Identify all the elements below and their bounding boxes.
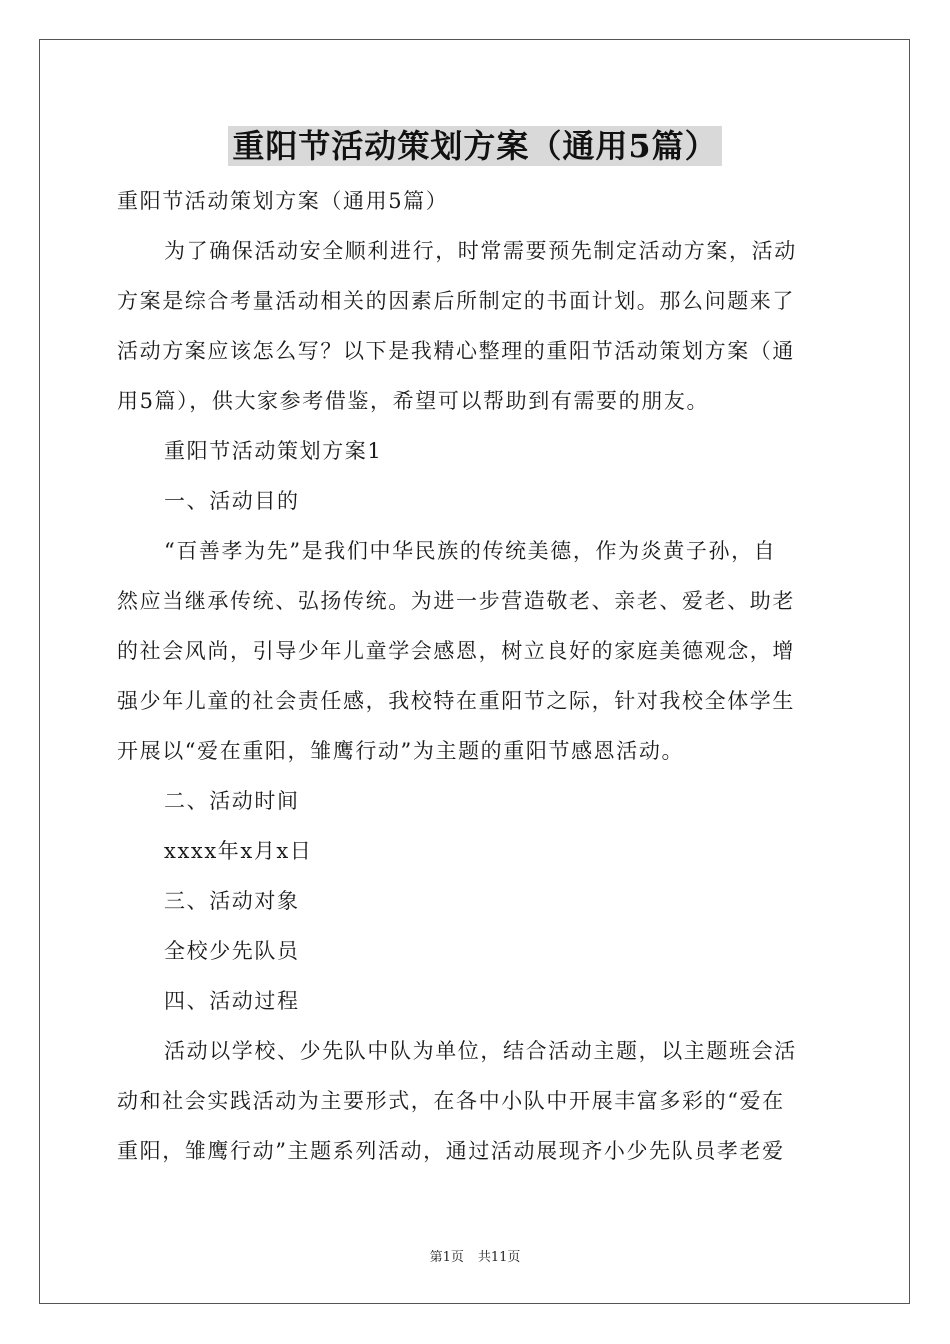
section-heading: 三、活动对象	[164, 889, 300, 913]
paragraph-line: 开展以“爱在重阳，雏鹰行动”为主题的重阳节感恩活动。	[117, 739, 685, 763]
subtitle-line: 重阳节活动策划方案（通用5篇）	[117, 189, 449, 213]
section-heading: 二、活动时间	[164, 789, 300, 813]
title-wrap	[0, 126, 950, 166]
paragraph-line: “百善孝为先”是我们中华民族的传统美德，作为炎黄子孙，自	[164, 539, 777, 563]
paragraph-line: 全校少先队员	[164, 939, 300, 963]
document-body	[117, 176, 833, 1176]
paragraph-line: 然应当继承传统、弘扬传统。为进一步营造敬老、亲老、爱老、助老	[117, 589, 795, 613]
paragraph-line: 用5篇），供大家参考借鉴，希望可以帮助到有需要的朋友。	[117, 389, 710, 413]
paragraph-line: 动和社会实践活动为主要形式，在各中小队中开展丰富多彩的“爱在	[117, 1089, 785, 1113]
section-heading: 重阳节活动策划方案1	[164, 439, 383, 463]
paragraph-line: xxxx年x月x日	[164, 839, 313, 863]
paragraph-line: 方案是综合考量活动相关的因素后所制定的书面计划。那么问题来了	[117, 289, 795, 313]
paragraph-line: 活动方案应该怎么写？以下是我精心整理的重阳节活动策划方案（通	[117, 339, 795, 363]
paragraph-line: 强少年儿童的社会责任感，我校特在重阳节之际，针对我校全体学生	[117, 689, 795, 713]
section-heading: 一、活动目的	[164, 489, 300, 513]
paragraph-line: 为了确保活动安全顺利进行，时常需要预先制定活动方案，活动	[164, 239, 797, 263]
page-total: 共11页	[477, 1250, 521, 1265]
paragraph-line: 活动以学校、少先队中队为单位，结合活动主题，以主题班会活	[164, 1039, 797, 1063]
page-footer	[0, 1249, 950, 1267]
page-number: 第1页	[429, 1250, 464, 1265]
paragraph-line: 的社会风尚，引导少年儿童学会感恩，树立良好的家庭美德观念，增	[117, 639, 795, 663]
paragraph-line: 重阳，雏鹰行动”主题系列活动，通过活动展现齐小少先队员孝老爱	[117, 1139, 785, 1163]
section-heading: 四、活动过程	[164, 989, 300, 1013]
document-title: 重阳节活动策划方案（通用5篇）	[228, 126, 721, 166]
